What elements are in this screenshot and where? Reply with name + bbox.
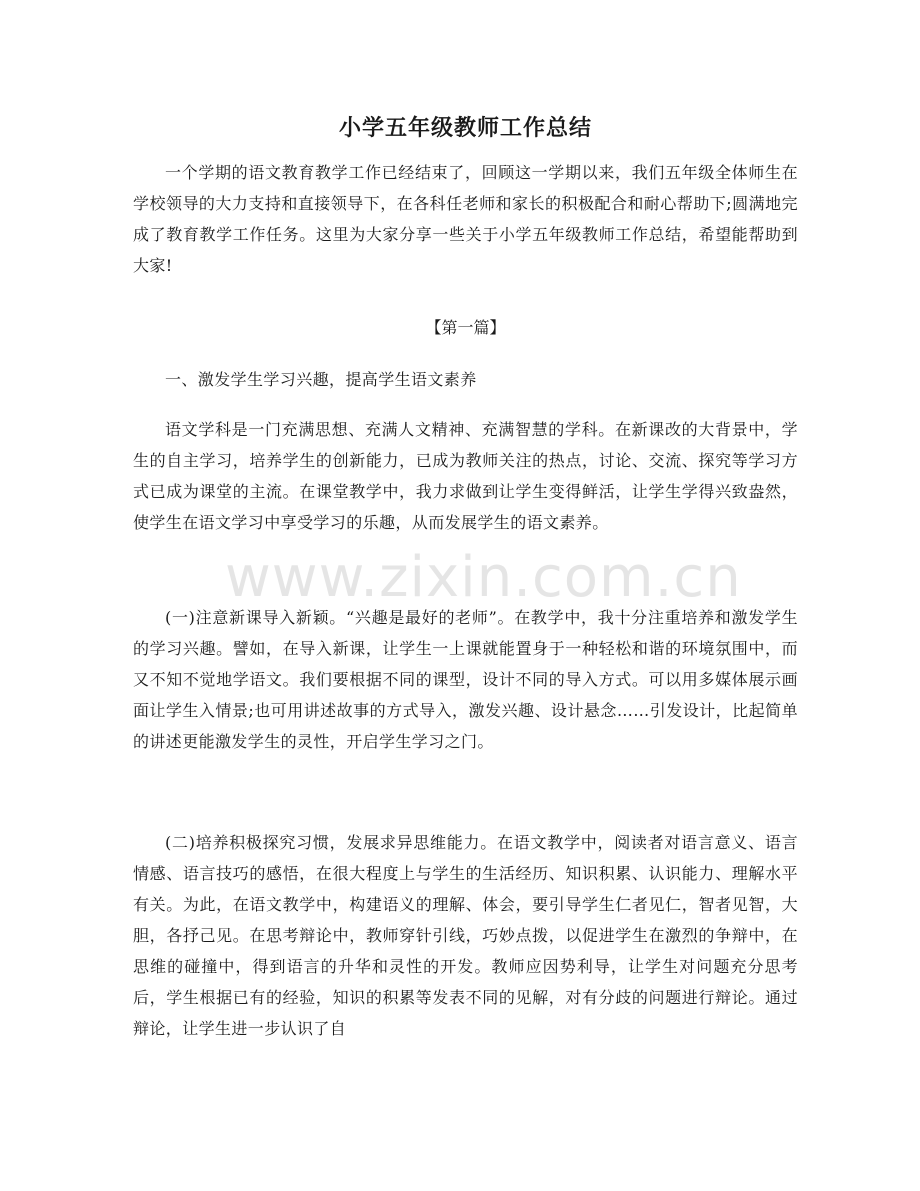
document-title: 小学五年级教师工作总结 xyxy=(338,115,592,141)
body-paragraph-2: (一)注意新课导入新颖。“兴趣是最好的老师”。在教学中，我十分注重培养和激发学生的学习兴趣。譬如，在导入新课，让学生一上课就能置身于一种轻松和谐的环境氛围中，而又不知不觉地学语文。我们要根据不同的课型，设计不同的导入方式。可以用多媒体展示画面让学生入情景;也可用讲述故事的方式导入，激发兴趣、设计悬念……引发设计，比起简单的讲述更能激发学生的灵性，开启学生学习之门。 xyxy=(133,608,798,751)
section-marker: 【第一篇】 xyxy=(425,318,506,337)
section-heading: 一、激发学生学习兴趣，提高学生语文素养 xyxy=(165,370,477,389)
body-paragraph-3: (二)培养积极探究习惯，发展求异思维能力。在语文教学中，阅读者对语言意义、语言情感、语言技巧的感悟，在很大程度上与学生的生活经历、知识积累、认识能力、理解水平有关。为此，在语文教学中，构建语义的理解、体会，要引导学生仁者见仁，智者见智，大胆，各抒己见。在思考辩论中，教师穿针引线，巧妙点拨，以促进学生在激烈的争辩中，在思维的碰撞中，得到语言的升华和灵性的开发。教师应因势利导，让学生对问题充分思考后，学生根据已有的经验，知识的积累等发表不同的见解，对有分歧的问题进行辩论。通过辩论，让学生进一步认识了自 xyxy=(133,833,798,1038)
watermark: www.zixin.com.cn xyxy=(225,545,742,610)
intro-paragraph: 一个学期的语文教育教学工作已经结束了，回顾这一学期以来，我们五年级全体师生在学校领导的大力支持和直接领导下，在各科任老师和家长的积极配合和耐心帮助下;圆满地完成了教育教学工作任务。这里为大家分享一些关于小学五年级教师工作总结，希望能帮助到大家! xyxy=(133,163,798,275)
body-paragraph-1: 语文学科是一门充满思想、充满人文精神、充满智慧的学科。在新课改的大背景中，学生的自主学习，培养学生的创新能力，已成为教师关注的热点，讨论、交流、探究等学习方式已成为课堂的主流。在课堂教学中，我力求做到让学生变得鲜活，让学生学得兴致盎然，使学生在语文学习中享受学习的乐趣，从而发展学生的语文素养。 xyxy=(133,420,798,532)
